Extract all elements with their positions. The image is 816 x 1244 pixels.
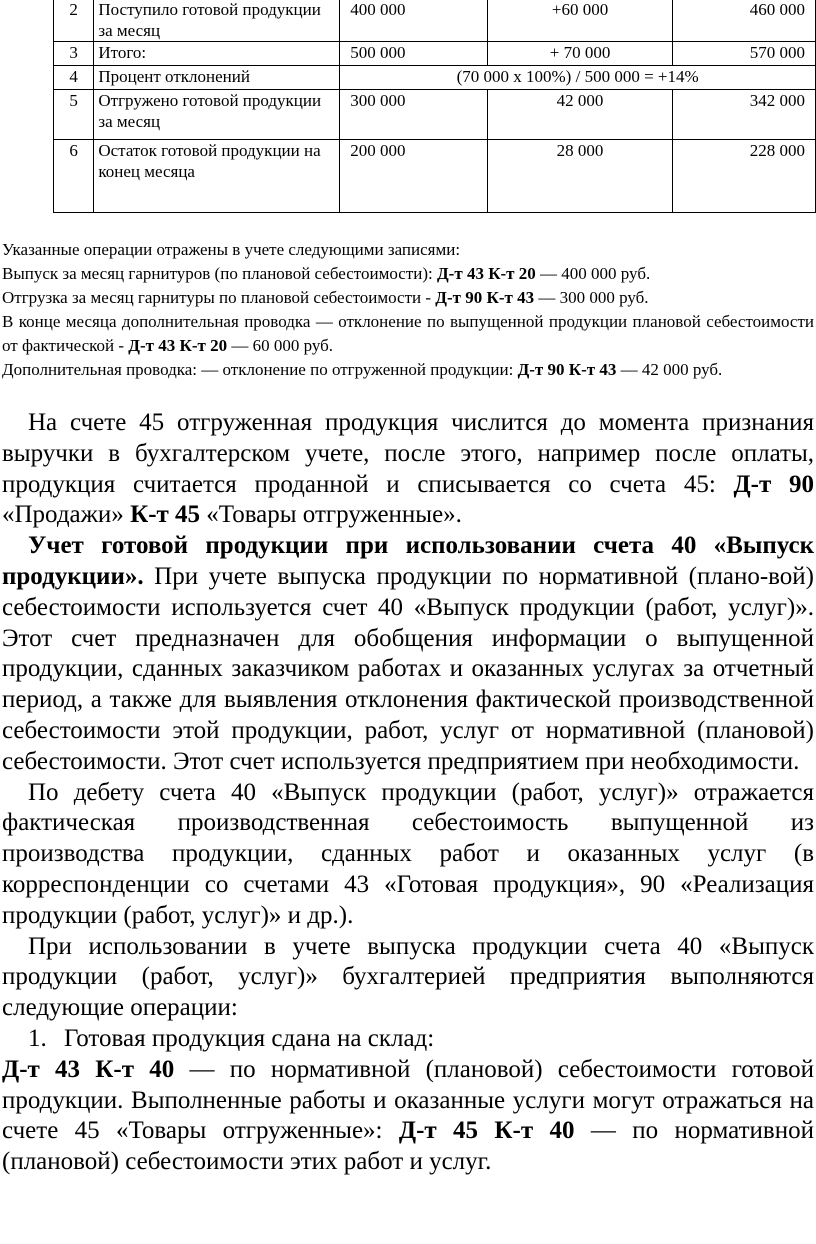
operation-text: В конце месяца дополнительная проводка — отклонение по выпущенной продукции плановой себестоимости от фактической -	[2, 312, 814, 355]
table-row	[54, 0, 816, 42]
table-row	[54, 42, 816, 66]
row-name: Поступило готовой продукции за месяц	[94, 0, 340, 42]
table-row	[54, 90, 816, 140]
operation-amount: — 400 000 руб.	[535, 264, 651, 283]
operation-line	[2, 310, 814, 358]
paragraph	[2, 1055, 814, 1178]
accounting-entry: Д-т 90 К-т 43	[517, 360, 617, 379]
list-number: 1.	[28, 1024, 47, 1052]
paragraph-text: — по нормативной (плановой) себестоимости этих работ и услуг.	[2, 1117, 814, 1176]
paragraph-text: На счете 45 отгруженная продукция числится до момента признания выручки в бухгалтерском учете, после этого, например после оплаты, продукция считается проданной и списывается со счета 45:	[2, 409, 814, 498]
account-name: «Продажи»	[2, 501, 131, 529]
accounting-entry: К-т 45	[130, 501, 201, 529]
row-name: Итого:	[94, 42, 340, 66]
paragraph	[2, 408, 814, 531]
section-heading: Учет готовой продукции при использовании счета 40 «Выпуск продукции».	[2, 532, 814, 590]
operation-amount: — 60 000 руб.	[227, 336, 334, 355]
operation-text: Отгрузка за месяц гарнитуры по плановой себестоимости -	[2, 288, 436, 307]
plan-value: 500 000	[340, 42, 488, 66]
operation-line	[2, 358, 814, 382]
operation-amount: — 42 000 руб.	[616, 360, 723, 379]
actual-value: 342 000	[673, 90, 816, 140]
paragraph	[2, 531, 814, 777]
plan-value: 400 000	[340, 0, 488, 42]
row-number: 6	[54, 140, 94, 213]
plan-value: 200 000	[340, 140, 488, 213]
accounting-entry: Д-т 45 К-т 40	[398, 1117, 575, 1145]
row-name: Остаток готовой продукции на конец месяца	[94, 140, 340, 213]
paragraph: При использовании в учете выпуска продукции счета 40 «Выпуск продукции (работ, услуг)» бухгалтерией предприятия выполняются следующие операции:	[2, 932, 814, 1022]
operation-amount: — 300 000 руб.	[534, 288, 649, 307]
accounting-entry: Д-т 90 К-т 43	[435, 288, 535, 307]
deviation-formula: (70 000 х 100%) / 500 000 = +14%	[340, 66, 816, 90]
row-number: 5	[54, 90, 94, 140]
actual-value: 228 000	[673, 140, 816, 213]
plan-value: 300 000	[340, 90, 488, 140]
row-name: Процент отклонений	[94, 66, 340, 90]
operations-intro: Указанные операции отражены в учете следующими записями:	[2, 240, 461, 259]
operation-line	[2, 262, 814, 286]
row-number: 2	[54, 0, 94, 42]
deviation-value: 42 000	[488, 90, 673, 140]
accounting-entry: Д-т 43 К-т 20	[436, 264, 536, 283]
table-row	[54, 66, 816, 90]
operations-block	[2, 238, 814, 382]
list-item-text: Готовая продукция сдана на склад:	[64, 1024, 435, 1052]
operation-line	[2, 286, 814, 310]
list-item	[2, 1024, 814, 1055]
deviation-value: 28 000	[488, 140, 673, 213]
row-number: 3	[54, 42, 94, 66]
paragraph-text: При учете выпуска продукции по нормативной (плано-вой) себестоимости используется счет 40 «Выпуск продукции (работ, услуг)». Этот счет предназначен для обобщения информации о выпущенной продукции, сданных заказчиком работах и оказанных услугах за отчетный период, а также для выявления отклонения фактической производственной себестоимости этой продукции, работ, услуг от нормативной (плановой) себестоимости. Этот счет используется предприятием при необходимости.	[2, 562, 814, 775]
production-table	[53, 0, 816, 213]
accounting-entry: Д-т 43 К-т 40	[2, 1055, 175, 1083]
operation-text: Дополнительная проводка: — отклонение по отгруженной продукции:	[2, 360, 518, 379]
paragraph-text: — по нормативной (плановой) себестоимости готовой продукции. Выполненные работы и оказанные услуги могут отражаться на счете 45 «Товары отгруженные»:	[2, 1055, 814, 1145]
actual-value: 460 000	[673, 0, 816, 42]
paragraph: По дебету счета 40 «Выпуск продукции (работ, услуг)» отражается фактическая производственная себестоимость выпущенной из производства продукции, сданных работ и оказанных услуг (в корреспонденции со счетами 43 «Готовая продукция», 90 «Реализация продукции (работ, услуг)» и др.).	[2, 778, 814, 929]
row-number: 4	[54, 66, 94, 90]
deviation-value: + 70 000	[488, 42, 673, 66]
account-name: «Товары отгруженные».	[200, 501, 462, 529]
accounting-entry: Д-т 43 К-т 20	[128, 336, 228, 355]
table-row	[54, 140, 816, 213]
main-text	[2, 408, 814, 1178]
accounting-entry: Д-т 90	[733, 470, 814, 498]
operation-text: Выпуск за месяц гарнитуров (по плановой себестоимости):	[2, 264, 437, 283]
deviation-value: +60 000	[488, 0, 673, 42]
row-name: Отгружено готовой продукции за месяц	[94, 90, 340, 140]
actual-value: 570 000	[673, 42, 816, 66]
